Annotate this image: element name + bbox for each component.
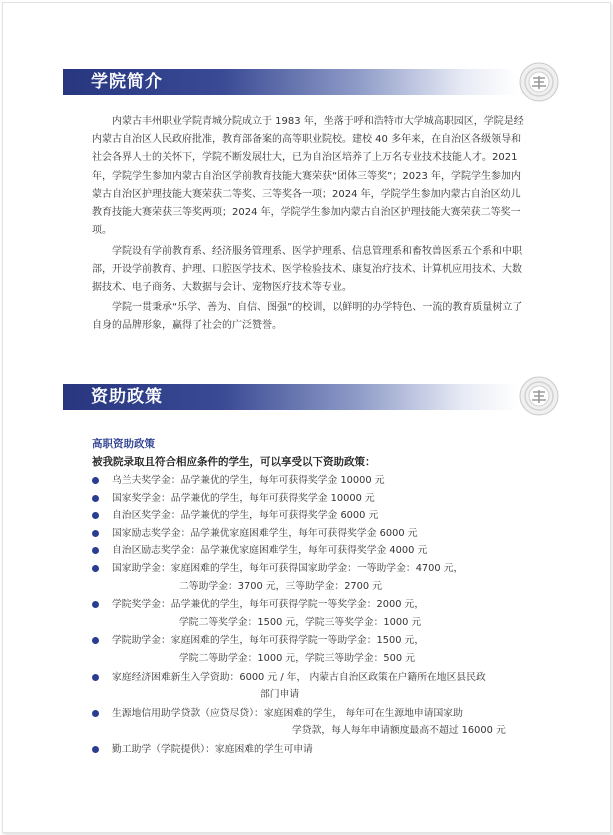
aid-item-region-scholarship (92, 507, 532, 525)
section-title-intro: 学院简介 (91, 72, 163, 92)
aid-item-text-cont: 学贷款，每人每年申请额度最高不超过 16000 元 (292, 725, 506, 737)
aid-item-text: 勤工助学（学院提供）：家庭困难的学生可申请 (112, 743, 313, 755)
aid-item-college-scholarship (92, 596, 532, 631)
bullet-icon (92, 477, 99, 484)
bullet-icon (92, 530, 99, 537)
bullet-icon (92, 512, 99, 519)
aid-item-text: 国家励志奖学金：品学兼优家庭困难学生，每年可获得奖学金 6000 元 (112, 527, 418, 539)
aid-item-text-cont: 部门申请 (260, 689, 300, 701)
college-emblem-icon (519, 376, 559, 416)
aid-item-national-grant (92, 560, 532, 595)
aid-item-text-cont: 二等助学金：3700 元，三等助学金：2700 元 (179, 580, 383, 592)
section-title-aid: 资助政策 (91, 387, 163, 407)
bullet-icon (92, 746, 99, 753)
aid-item-text: 国家助学金：家庭困难的学生，每年可获得国家助学金：一等助学金：4700 元， (112, 562, 464, 574)
aid-item-national-scholarship (92, 490, 532, 508)
bullet-icon (92, 637, 99, 644)
aid-item-text: 国家奖学金：品学兼优的学生，每年可获得奖学金 10000 元 (112, 492, 375, 504)
bullet-icon (92, 710, 99, 717)
aid-item-text-cont: 学院二等助学金：1000 元，学院三等助学金：500 元 (179, 652, 416, 664)
bullet-icon (92, 495, 99, 502)
aid-item-wulanfu (92, 472, 532, 490)
aid-item-freshman-aid (92, 669, 532, 704)
intro-paragraph-3: 学院一贯秉承“乐学、善为、自信、图强”的校训，以鲜明的办学特色、一流的教育质量树立了自身的品牌形象，赢得了社会的广泛赞誉。 (92, 302, 523, 332)
bullet-icon (92, 565, 99, 572)
bullet-icon (92, 601, 99, 608)
aid-item-region-inspiration (92, 542, 532, 560)
aid-item-national-inspiration (92, 525, 532, 543)
intro-paragraph-1: 内蒙古丰州职业学院青城分院成立于 1983 年，坐落于呼和浩特市大学城高职园区，学院是经内蒙古自治区人民政府批准，教育部备案的高等职业院校。建校 40 多年来，在自治区各级领导和社会各界人士的关怀下，学院不断发展壮大，已为自治区培养了上万名专业技术技能人才。2021 年，学院学生参加内蒙古自治区学前教育技能大赛荣获“团体三等奖”；2023 年，学院学生参加内蒙古自治区护理技能大赛荣获二等奖、三等奖各一项；2024 年，学院学生参加内蒙古自治区幼儿教育技能大赛荣获三等奖两项；2024 年，学院学生参加内蒙古自治区护理技能大赛荣获二等奖一项。 (92, 116, 524, 237)
aid-item-text: 乌兰夫奖学金：品学兼优的学生，每年可获得奖学金 10000 元 (112, 475, 385, 486)
aid-policy-list (92, 472, 532, 759)
aid-item-text: 家庭经济困难新生入学资助：6000 元 / 年， 内蒙古自治区政策在户籍所在地区县民政 (112, 671, 486, 683)
aid-item-work-study (92, 741, 532, 759)
aid-item-text: 学院助学金：家庭困难的学生，每年可获得学院一等助学金：1500 元， (112, 635, 425, 647)
bullet-icon (92, 674, 99, 681)
bullet-icon (92, 547, 99, 554)
aid-item-text-cont: 学院二等奖学金：1500 元，学院三等奖学金：1000 元 (179, 616, 422, 628)
aid-item-credit-loan (92, 705, 532, 740)
brochure-page (2, 2, 611, 833)
aid-item-college-grant (92, 632, 532, 667)
aid-item-text: 生源地信用助学贷款（应贷尽贷）：家庭困难的学生， 每年可在生源地申请国家助 (112, 707, 463, 719)
aid-item-text: 学院奖学金：品学兼优的学生，每年可获得学院一等奖学金：2000 元， (112, 599, 425, 611)
intro-paragraph-2: 学院设有学前教育系、经济服务管理系、医学护理系、信息管理系和畜牧兽医系五个系和中职部，开设学前教育、护理、口腔医学技术、医学检验技术、康复治疗技术、计算机应用技术、大数据技术、电子商务、大数据与会计、宠物医疗技术等专业。 (92, 246, 522, 294)
aid-item-text: 自治区励志奖学金：品学兼优家庭困难学生，每年可获得奖学金 4000 元 (112, 545, 428, 557)
section-banner-intro (63, 69, 518, 95)
college-emblem-icon (519, 62, 559, 102)
section-banner-aid (63, 384, 518, 410)
aid-lead: 被我院录取且符合相应条件的学生，可以享受以下资助政策： (92, 456, 376, 468)
aid-subtitle: 高职资助政策 (92, 438, 155, 450)
aid-item-text: 自治区奖学金：品学兼优的学生，每年可获得奖学金 6000 元 (112, 510, 379, 522)
